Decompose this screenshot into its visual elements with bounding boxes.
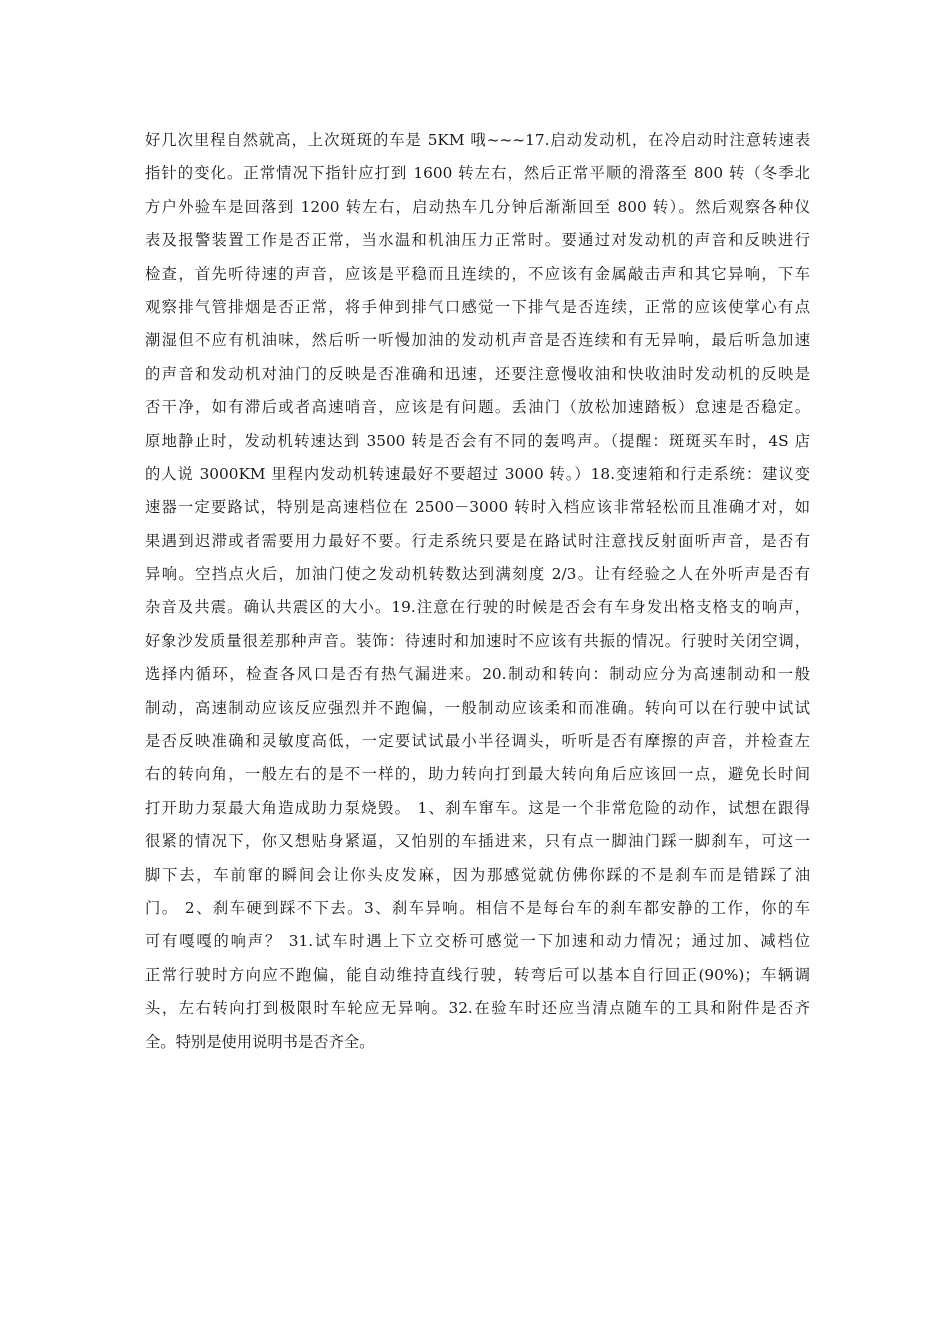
- text-line: 果遇到迟滞或者需要用力最好不要。行走系统只要是在路试时注意找反射面听声音，是否有: [145, 531, 810, 550]
- text-line: 的声音和发动机对油门的反映是否准确和迅速，还要注意慢收油和快收油时发动机的反映是: [145, 364, 810, 383]
- text-line: 方户外验车是回落到 1200 转左右，启动热车几分钟后渐渐回至 800 转）。然后观察各种仪: [145, 197, 810, 216]
- text-line: 脚下去，车前窜的瞬间会让你头皮发麻，因为那感觉就仿佛你踩的不是刹车而是错踩了油: [145, 865, 810, 884]
- text-line: 的人说 3000KM 里程内发动机转速最好不要超过 3000 转。）18.变速箱和行走系统：建议变: [145, 464, 810, 483]
- text-line: 潮湿但不应有机油味，然后听一听慢加油的发动机声音是否连续和有无异响，最后听急加速: [145, 331, 810, 350]
- text-line: 打开助力泵最大角造成助力泵烧毁。 1、刹车窜车。这是一个非常危险的动作，试想在跟得: [145, 798, 810, 817]
- text-line: 正常行驶时方向应不跑偏，能自动维持直线行驶，转弯后可以基本自行回正(90%)；车辆调: [145, 965, 810, 984]
- text-line: 观察排气管排烟是否正常，将手伸到排气口感觉一下排气是否连续，正常的应该使掌心有点: [145, 297, 810, 316]
- text-line: 指针的变化。正常情况下指针应打到 1600 转左右，然后正常平顺的滑落至 800 转（冬季北: [145, 164, 810, 183]
- body-text: [145, 124, 810, 1059]
- text-line: 是否反映准确和灵敏度高低，一定要试试最小半径调头，听听是否有摩擦的声音，并检查左: [145, 732, 810, 751]
- text-line: 检查，首先听待速的声音，应该是平稳而且连续的，不应该有金属敲击声和其它异响，下车: [145, 264, 810, 283]
- text-line: 否干净，如有滞后或者高速哨音，应该是有问题。丢油门（放松加速踏板）怠速是否稳定。: [145, 398, 810, 417]
- text-line: 全。特别是使用说明书是否齐全。: [145, 1032, 375, 1051]
- text-line: 门。 2、刹车硬到踩不下去。3、刹车异响。相信不是每台车的刹车都安静的工作，你的车: [145, 898, 810, 917]
- text-line: 速器一定要路试，特别是高速档位在 2500－3000 转时入档应该非常轻松而且准确才对，如: [145, 498, 810, 517]
- text-line: 很紧的情况下，你又想贴身紧逼，又怕别的车插进来，只有点一脚油门踩一脚刹车，可这一: [145, 832, 810, 851]
- text-line: 好象沙发质量很差那种声音。装饰：待速时和加速时不应该有共振的情况。行驶时关闭空调，: [145, 631, 810, 650]
- text-line: 可有嘎嘎的响声？ 31.试车时遇上下立交桥可感觉一下加速和动力情况；通过加、减档位: [145, 932, 810, 951]
- text-line: 头，左右转向打到极限时车轮应无异响。32.在验车时还应当清点随车的工具和附件是否齐: [145, 999, 810, 1018]
- text-line: 制动，高速制动应该反应强烈并不跑偏，一般制动应该柔和而准确。转向可以在行驶中试试: [145, 698, 810, 717]
- text-line: 杂音及共震。确认共震区的大小。19.注意在行驶的时候是否会有车身发出格支格支的响声，: [145, 598, 810, 617]
- text-line: 表及报警装置工作是否正常，当水温和机油压力正常时。要通过对发动机的声音和反映进行: [145, 231, 810, 250]
- text-line: 原地静止时，发动机转速达到 3500 转是否会有不同的轰鸣声。（提醒：斑斑买车时，4S 店: [145, 431, 810, 450]
- text-line: 好几次里程自然就高，上次斑斑的车是 5KM 哦~~~17.启动发动机，在冷启动时注意转速表: [145, 131, 810, 149]
- text-line: 右的转向角，一般左右的是不一样的，助力转向打到最大转向角后应该回一点，避免长时间: [145, 765, 810, 784]
- text-line: 选择内循环，检查各风口是否有热气漏进来。20.制动和转向：制动应分为高速制动和一般: [145, 665, 810, 684]
- text-line: 异响。空挡点火后，加油门使之发动机转数达到满刻度 2/3。让有经验之人在外听声是否有: [145, 565, 810, 584]
